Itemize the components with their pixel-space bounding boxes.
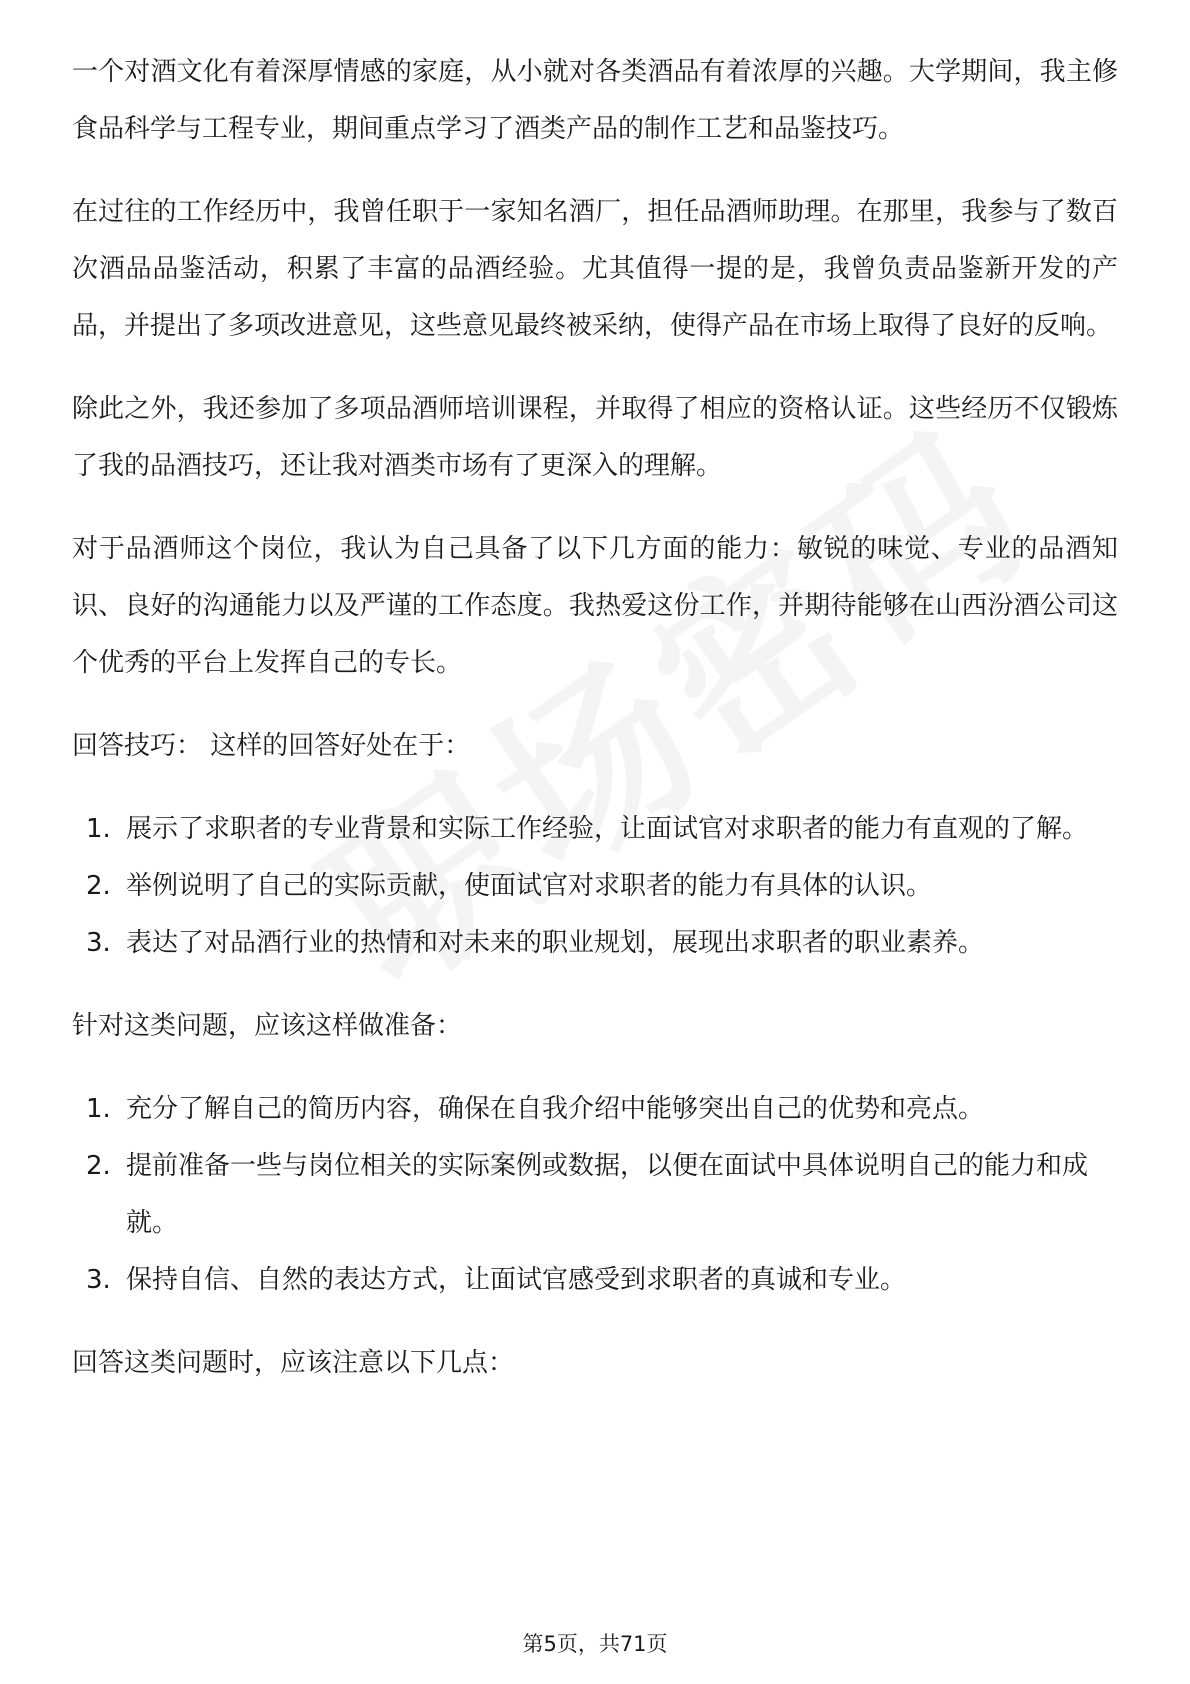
list-item-text: 举例说明了自己的实际贡献，使面试官对求职者的能力有具体的认识。: [126, 871, 933, 901]
paragraph-experience: 在过往的工作经历中，我曾任职于一家知名酒厂，担任品酒师助理。在那里，我参与了数百次酒品品鉴活动，积累了丰富的品酒经验。尤其值得一提的是，我曾负责品鉴新开发的产品，并提出了多项改进意见，这些意见最终被采纳，使得产品在市场上取得了良好的反响。: [72, 197, 1118, 341]
list-item: [72, 1138, 1118, 1252]
list-item-text: 充分了解自己的简历内容，确保在自我介绍中能够突出自己的优势和亮点。: [126, 1094, 985, 1124]
list-item: [72, 1252, 1118, 1309]
list-item-text: 展示了求职者的专业背景和实际工作经验，让面试官对求职者的能力有直观的了解。: [126, 814, 1089, 844]
tips-list: [72, 801, 1118, 972]
list-number: 1.: [86, 1094, 111, 1124]
list-item: [72, 801, 1118, 858]
list-item-text: 表达了对品酒行业的热情和对未来的职业规划，展现出求职者的职业素养。: [126, 928, 985, 958]
prepare-heading: 针对这类问题，应该这样做准备：: [72, 1011, 463, 1041]
notes-heading: 回答这类问题时，应该注意以下几点：: [72, 1348, 515, 1378]
list-number: 1.: [86, 814, 111, 844]
page-number: 第5页，共71页: [522, 1632, 668, 1656]
list-number: 3.: [86, 928, 111, 958]
list-item: [72, 1081, 1118, 1138]
list-number: 3.: [86, 1265, 111, 1295]
paragraph-abilities: 对于品酒师这个岗位，我认为自己具备了以下几方面的能力：敏锐的味觉、专业的品酒知识、良好的沟通能力以及严谨的工作态度。我热爱这份工作，并期待能够在山西汾酒公司这个优秀的平台上发挥自己的专长。: [72, 534, 1118, 678]
list-number: 2.: [86, 1151, 111, 1181]
prepare-list: [72, 1081, 1118, 1309]
list-item: [72, 915, 1118, 972]
document-body: [72, 44, 1118, 1418]
paragraph-background: 一个对酒文化有着深厚情感的家庭，从小就对各类酒品有着浓厚的兴趣。大学期间，我主修食品科学与工程专业，期间重点学习了酒类产品的制作工艺和品鉴技巧。: [72, 57, 1118, 144]
list-item: [72, 858, 1118, 915]
list-item-text: 保持自信、自然的表达方式，让面试官感受到求职者的真诚和专业。: [126, 1265, 907, 1295]
tips-heading: 回答技巧： 这样的回答好处在于：: [72, 731, 471, 761]
list-item-text: 提前准备一些与岗位相关的实际案例或数据，以便在面试中具体说明自己的能力和成就。: [126, 1151, 1089, 1238]
paragraph-training: 除此之外，我还参加了多项品酒师培训课程，并取得了相应的资格认证。这些经历不仅锻炼了我的品酒技巧，还让我对酒类市场有了更深入的理解。: [72, 394, 1118, 481]
list-number: 2.: [86, 871, 111, 901]
